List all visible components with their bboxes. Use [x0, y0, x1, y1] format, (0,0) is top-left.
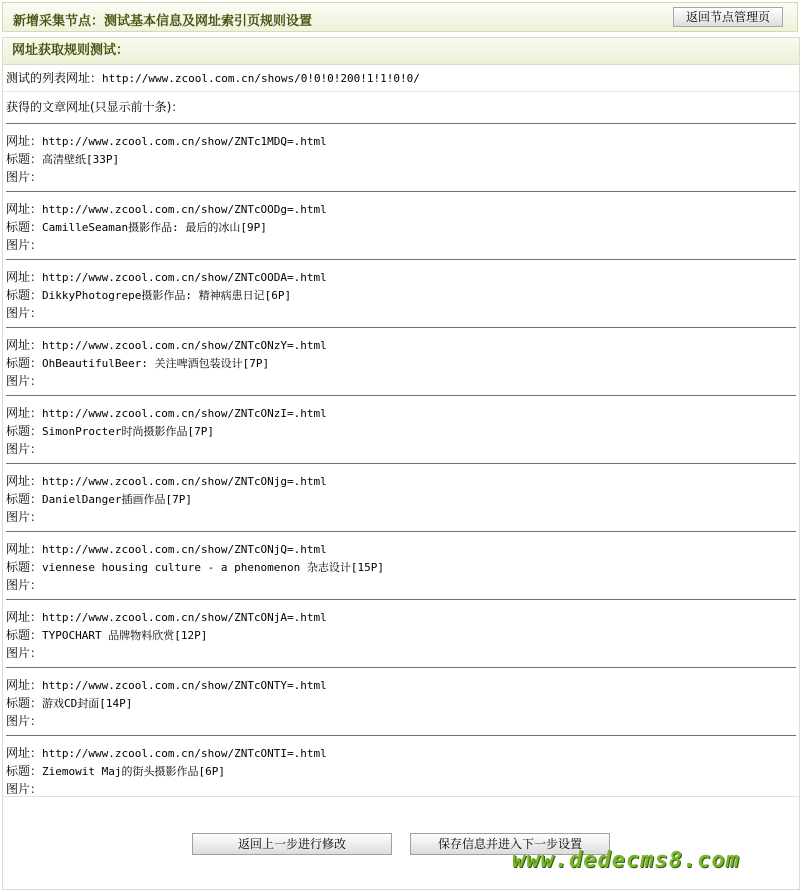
- item-title-label: 标题：: [6, 492, 43, 506]
- item-url-label: 网址：: [6, 678, 43, 692]
- item-image-row: [6, 168, 42, 186]
- results-intro: 获得的文章网址(只显示前十条)：: [6, 100, 184, 114]
- test-list-url-label: 测试的列表网址：: [6, 71, 103, 85]
- list-item: [3, 532, 799, 600]
- item-url: http://www.zcool.com.cn/show/ZNTcOODg=.html: [42, 203, 327, 216]
- back-to-node-management-button[interactable]: 返回节点管理页: [673, 7, 783, 27]
- item-image-label: 图片：: [6, 782, 43, 796]
- item-image-row: [6, 712, 42, 730]
- item-url-label: 网址：: [6, 610, 43, 624]
- item-image-label: 图片：: [6, 578, 43, 592]
- item-title: OhBeautifulBeer: 关注啤酒包装设计[7P]: [42, 357, 270, 370]
- item-title: DikkyPhotogrepe摄影作品: 精神病患日记[6P]: [42, 289, 292, 302]
- item-url-label: 网址：: [6, 338, 43, 352]
- item-url-row: [6, 472, 327, 490]
- item-url: http://www.zcool.com.cn/show/ZNTcONjg=.html: [42, 475, 327, 488]
- item-title-label: 标题：: [6, 696, 43, 710]
- item-title-row: [6, 354, 269, 372]
- item-image-row: [6, 508, 42, 526]
- page-header: [2, 2, 798, 32]
- item-title: Ziemowit Maj的街头摄影作品[6P]: [42, 765, 225, 778]
- item-image-label: 图片：: [6, 238, 43, 252]
- item-title-label: 标题：: [6, 424, 43, 438]
- item-url: http://www.zcool.com.cn/show/ZNTcOODA=.html: [42, 271, 327, 284]
- item-image-label: 图片：: [6, 442, 43, 456]
- item-url: http://www.zcool.com.cn/show/ZNTcONjQ=.html: [42, 543, 327, 556]
- item-title-label: 标题：: [6, 152, 43, 166]
- results-list: [3, 124, 799, 804]
- item-title-row: [6, 490, 192, 508]
- item-url: http://www.zcool.com.cn/show/ZNTc1MDQ=.html: [42, 135, 327, 148]
- item-image-label: 图片：: [6, 646, 43, 660]
- item-title-row: [6, 286, 291, 304]
- item-url: http://www.zcool.com.cn/show/ZNTcONTY=.html: [42, 679, 327, 692]
- item-url-row: [6, 608, 327, 626]
- item-title-label: 标题：: [6, 560, 43, 574]
- item-title: 高清壁纸[33P]: [42, 153, 120, 166]
- list-item: [3, 600, 799, 668]
- item-title-label: 标题：: [6, 288, 43, 302]
- page-title: 新增采集节点：测试基本信息及网址索引页规则设置: [13, 14, 313, 29]
- list-item: [3, 736, 799, 804]
- list-item: [3, 260, 799, 328]
- item-url: http://www.zcool.com.cn/show/ZNTcONzY=.html: [42, 339, 327, 352]
- footer-divider: [3, 796, 799, 797]
- item-image-label: 图片：: [6, 306, 43, 320]
- item-url-row: [6, 200, 327, 218]
- back-to-previous-step-button[interactable]: 返回上一步进行修改: [192, 833, 392, 855]
- item-title-row: [6, 626, 207, 644]
- list-item: [3, 396, 799, 464]
- list-item: [3, 328, 799, 396]
- item-image-row: [6, 304, 42, 322]
- item-title: DanielDanger插画作品[7P]: [42, 493, 192, 506]
- item-image-row: [6, 372, 42, 390]
- item-url-label: 网址：: [6, 542, 43, 556]
- item-title: TYPOCHART 品牌物料欣赏[12P]: [42, 629, 208, 642]
- item-title: SimonProcter时尚摄影作品[7P]: [42, 425, 214, 438]
- item-title: viennese housing culture - a phenomenon 杂志设计[15P]: [42, 561, 385, 574]
- panel-title: 网址获取规则测试：: [3, 38, 799, 65]
- item-url-row: [6, 676, 327, 694]
- item-image-row: [6, 644, 42, 662]
- item-url: http://www.zcool.com.cn/show/ZNTcONjA=.html: [42, 611, 327, 624]
- item-title-row: [6, 694, 132, 712]
- item-title-row: [6, 762, 225, 780]
- item-image-label: 图片：: [6, 374, 43, 388]
- list-item: [3, 464, 799, 532]
- item-title-row: [6, 422, 214, 440]
- item-url: http://www.zcool.com.cn/show/ZNTcONTI=.html: [42, 747, 327, 760]
- item-image-row: [6, 236, 42, 254]
- item-url-row: [6, 336, 327, 354]
- save-and-next-step-button[interactable]: 保存信息并进入下一步设置: [410, 833, 610, 855]
- item-image-label: 图片：: [6, 510, 43, 524]
- item-url-row: [6, 404, 327, 422]
- item-image-row: [6, 576, 42, 594]
- item-url-row: [6, 540, 327, 558]
- site-watermark: www.dedecms8.com: [512, 848, 740, 873]
- rule-test-panel: [2, 37, 800, 890]
- list-item: [3, 668, 799, 736]
- item-url-label: 网址：: [6, 270, 43, 284]
- item-title: CamilleSeaman摄影作品: 最后的冰山[9P]: [42, 221, 267, 234]
- list-item: [3, 124, 799, 192]
- item-url-label: 网址：: [6, 474, 43, 488]
- item-image-row: [6, 440, 42, 458]
- item-url-label: 网址：: [6, 134, 43, 148]
- item-title-row: [6, 558, 384, 576]
- item-url-label: 网址：: [6, 202, 43, 216]
- item-title: 游戏CD封面[14P]: [42, 697, 133, 710]
- item-image-label: 图片：: [6, 714, 43, 728]
- item-url-row: [6, 744, 327, 762]
- item-image-label: 图片：: [6, 170, 43, 184]
- item-title-label: 标题：: [6, 356, 43, 370]
- item-url: http://www.zcool.com.cn/show/ZNTcONzI=.html: [42, 407, 327, 420]
- item-title-label: 标题：: [6, 628, 43, 642]
- item-title-label: 标题：: [6, 764, 43, 778]
- item-url-label: 网址：: [6, 406, 43, 420]
- item-url-row: [6, 268, 327, 286]
- test-list-url-row: [3, 65, 799, 92]
- test-list-url-value: http://www.zcool.com.cn/shows/0!0!0!200!1!1!0!0/: [102, 72, 420, 85]
- item-url-label: 网址：: [6, 746, 43, 760]
- item-title-row: [6, 150, 119, 168]
- item-url-row: [6, 132, 327, 150]
- item-title-label: 标题：: [6, 220, 43, 234]
- item-title-row: [6, 218, 267, 236]
- list-item: [3, 192, 799, 260]
